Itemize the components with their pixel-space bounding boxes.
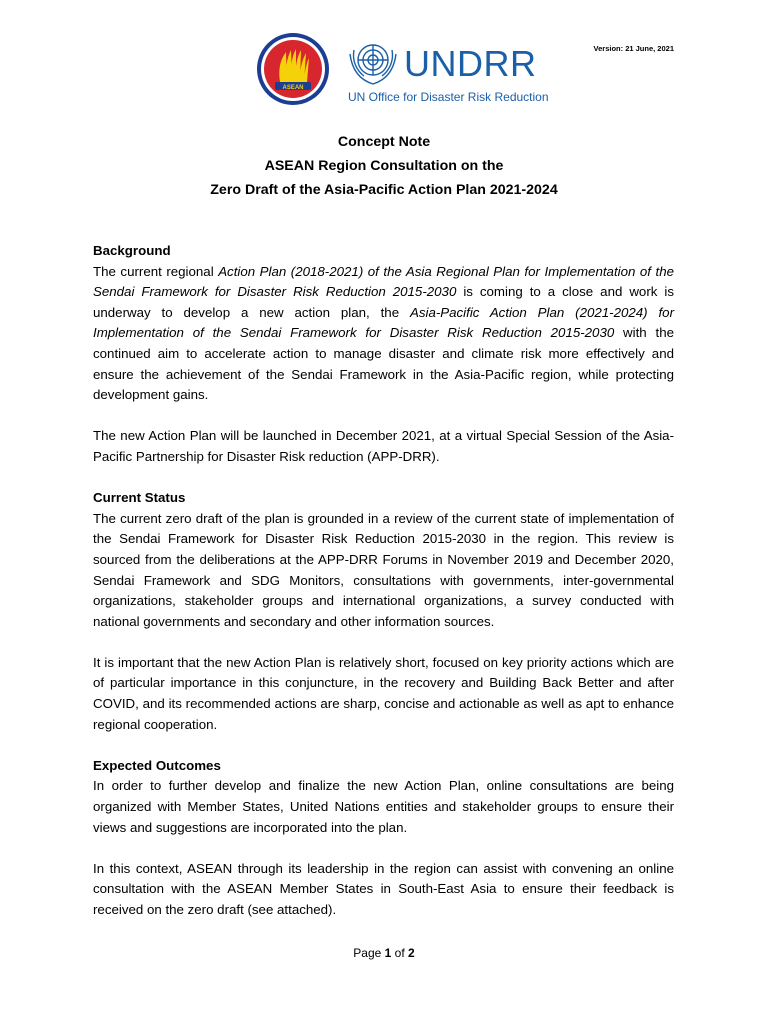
section-heading-expected-outcomes: Expected Outcomes	[93, 757, 221, 773]
un-emblem-logo	[346, 36, 400, 88]
document-title	[0, 130, 768, 202]
expected-outcomes-paragraph-2: In this context, ASEAN through its leadership in the region can assist with convening an online consultation with the ASEAN Member States in South-East Asia to ensure their feedback is received on the zero draft (see attached).	[93, 860, 674, 917]
title-line-3: Zero Draft of the Asia-Pacific Action Plan 2021-2024	[210, 182, 558, 198]
section-heading-background: Background	[93, 243, 171, 258]
document-body	[93, 241, 674, 921]
version-label: Version: 21 June, 2021	[593, 44, 674, 53]
page-footer	[0, 946, 768, 960]
current-status-paragraph-2: It is important that the new Action Plan is relatively short, focused on key priority actions which are of particular importance in this conjuncture, in the recovery and Building Back Better and after COVID, and its recommended actions are sharp, concise and actionable as well as apt to enhance regional cooperation.	[93, 654, 674, 732]
total-pages-number: 2	[408, 946, 415, 960]
undrr-wordmark: UNDRR	[404, 43, 537, 84]
background-paragraph-2: The new Action Plan will be launched in December 2021, at a virtual Special Session of the Asia-Pacific Partnership for Disaster Risk reduction (APP-DRR).	[93, 428, 674, 464]
svg-text:ASEAN: ASEAN	[282, 85, 304, 91]
current-page-number: 1	[384, 946, 392, 960]
expected-outcomes-paragraph-1: In order to further develop and finalize the new Action Plan, online consultations are being organized with Member States, United Nations entities and stakeholder groups to ensure their views and suggestions are incorporated into the plan.	[93, 778, 674, 835]
section-heading-current-status: Current Status	[93, 490, 186, 506]
text-run: with the continued aim to accelerate action to manage disaster and climate risk more effectively and ensure the achievement of the Sendai Framework in the Asia-Pacific region, while protecting development gains.	[93, 325, 674, 403]
current-status-paragraph-1: The current zero draft of the plan is grounded in a review of the current state of implementation of the Sendai Framework for Disaster Risk Reduction 2015-2030 in the region. This review is sourced from the deliberations at the APP-DRR Forums in November 2019 and December 2020, Sendai Framework and SDG Monitors, consultations with governments, inter-governmental organizations, stakeholder groups and international organizations, a survey conducted with national governments and secondary and other information sources.	[93, 510, 674, 629]
page-word: Page	[353, 946, 382, 960]
italic-plan-title: Asia-Pacific Action Plan (2021-2024) for Implementation of the Sendai Framework for Disaster Risk Reduction 2015-2030	[93, 304, 674, 341]
title-line-1: Concept Note	[337, 134, 431, 150]
asean-emblem-logo	[256, 32, 330, 106]
title-line-2: ASEAN Region Consultation on the	[264, 158, 504, 174]
background-paragraph-1	[93, 262, 674, 406]
of-word: of	[394, 946, 405, 960]
italic-plan-title: Action Plan (2018-2021) of the Asia Regional Plan for Implementation of the Sendai Framework for Disaster Risk Reduction 2015-2030	[93, 263, 674, 300]
undrr-subtitle: UN Office for Disaster Risk Reduction	[348, 90, 549, 104]
text-run: The current regional	[93, 263, 219, 279]
text-run: is coming to a close and work is underway to develop a new action plan, the	[93, 284, 674, 320]
page-header	[0, 30, 768, 110]
